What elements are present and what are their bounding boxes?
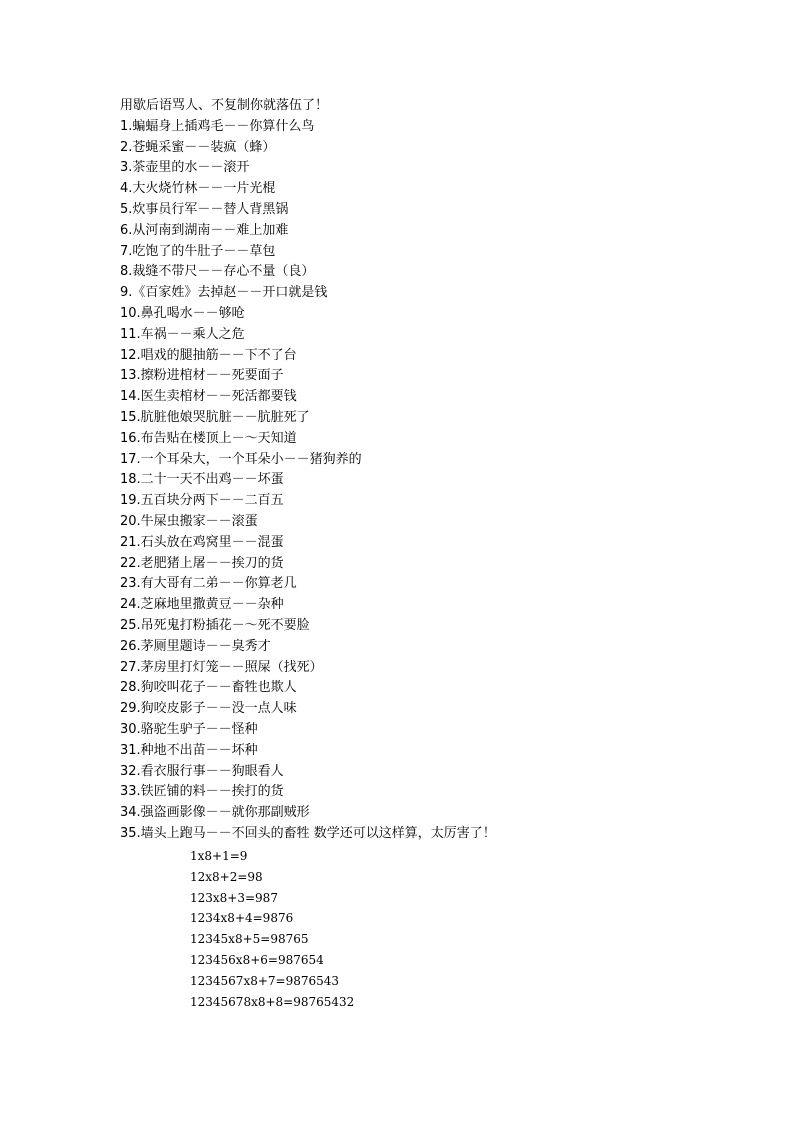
saying-item: 6.从河南到湖南－－难上加难 [120, 222, 289, 238]
saying-item: 31.种地不出苗－－坏种 [120, 742, 258, 758]
saying-item: 7.吃饱了的牛肚子－－草包 [120, 243, 276, 259]
saying-item: 22.老肥猪上屠－－挨刀的货 [120, 555, 284, 571]
math-equation: 1234567x8+7=9876543 [190, 973, 340, 988]
saying-item: 20.牛屎虫搬家－－滚蛋 [120, 513, 258, 529]
math-equation: 12345x8+5=98765 [190, 932, 309, 947]
saying-item: 17.一个耳朵大，一个耳朵小－－猪狗养的 [120, 451, 362, 467]
saying-item: 11.车祸－－乘人之危 [120, 326, 245, 342]
saying-item: 23.有大哥有二弟－－你算老几 [120, 576, 297, 592]
document-title: 用歇后语骂人、不复制你就落伍了！ [120, 98, 329, 113]
saying-item: 15.肮脏他娘哭肮脏－－肮脏死了 [120, 409, 310, 425]
saying-item: 18.二十一天不出鸡－－坏蛋 [120, 472, 284, 488]
saying-item: 4.大火烧竹林－－一片光棍 [120, 181, 276, 197]
math-pattern-list [190, 846, 354, 1012]
saying-item: 12.唱戏的腿抽筋－－下不了台 [120, 347, 297, 363]
saying-item: 14.医生卖棺材－－死活都要钱 [120, 389, 297, 405]
math-equation: 12345678x8+8=98765432 [190, 994, 355, 1009]
math-equation: 12x8+2=98 [190, 869, 263, 884]
saying-item: 34.强盗画影像－－就你那副贼形 [120, 805, 310, 821]
saying-item: 8.裁缝不带尺－－存心不量（良） [120, 264, 315, 280]
math-equation: 123456x8+6=987654 [190, 952, 324, 967]
saying-item: 10.鼻孔喝水－－够呛 [120, 305, 245, 321]
saying-list [120, 117, 740, 845]
saying-item: 26.茅厕里题诗－－臭秀才 [120, 638, 271, 654]
saying-item: 9.《百家姓》去掉赵－－开口就是钱 [120, 285, 328, 301]
saying-item: 24.芝麻地里撒黄豆－－杂种 [120, 597, 284, 613]
math-equation: 123x8+3=987 [190, 890, 278, 905]
saying-item: 35.墙头上跑马－－不回头的畜牲 数学还可以这样算，太厉害了！ [120, 825, 496, 841]
saying-item: 32.看衣服行事－－狗眼看人 [120, 763, 284, 779]
saying-item: 16.布告贴在楼顶上－～天知道 [120, 430, 297, 446]
saying-item: 5.炊事员行军－－替人背黑锅 [120, 201, 289, 217]
saying-item: 25.吊死鬼打粉插花－～死不要脸 [120, 617, 310, 633]
math-equation: 1x8+1=9 [190, 849, 248, 863]
saying-item: 19.五百块分两下－－二百五 [120, 493, 284, 509]
saying-item: 2.苍蝇采蜜－－装疯（蜂） [120, 139, 276, 155]
saying-item: 27.茅房里打灯笼－－照屎（找死） [120, 659, 323, 675]
saying-item: 1.蝙蝠身上插鸡毛－－你算什么鸟 [120, 118, 315, 134]
math-equation: 1234x8+4=9876 [190, 911, 294, 926]
saying-item: 33.铁匠铺的料－－挨打的货 [120, 784, 284, 800]
saying-item: 3.茶壶里的水－－滚开 [120, 160, 250, 176]
saying-item: 13.擦粉进棺材－－死要面子 [120, 368, 284, 384]
saying-item: 28.狗咬叫花子－－畜牲也欺人 [120, 680, 297, 696]
document-body [120, 96, 740, 845]
saying-item: 29.狗咬皮影子－－没一点人味 [120, 701, 297, 717]
saying-item: 21.石头放在鸡窝里－－混蛋 [120, 534, 284, 550]
saying-item: 30.骆驼生驴子－－怪种 [120, 721, 258, 737]
